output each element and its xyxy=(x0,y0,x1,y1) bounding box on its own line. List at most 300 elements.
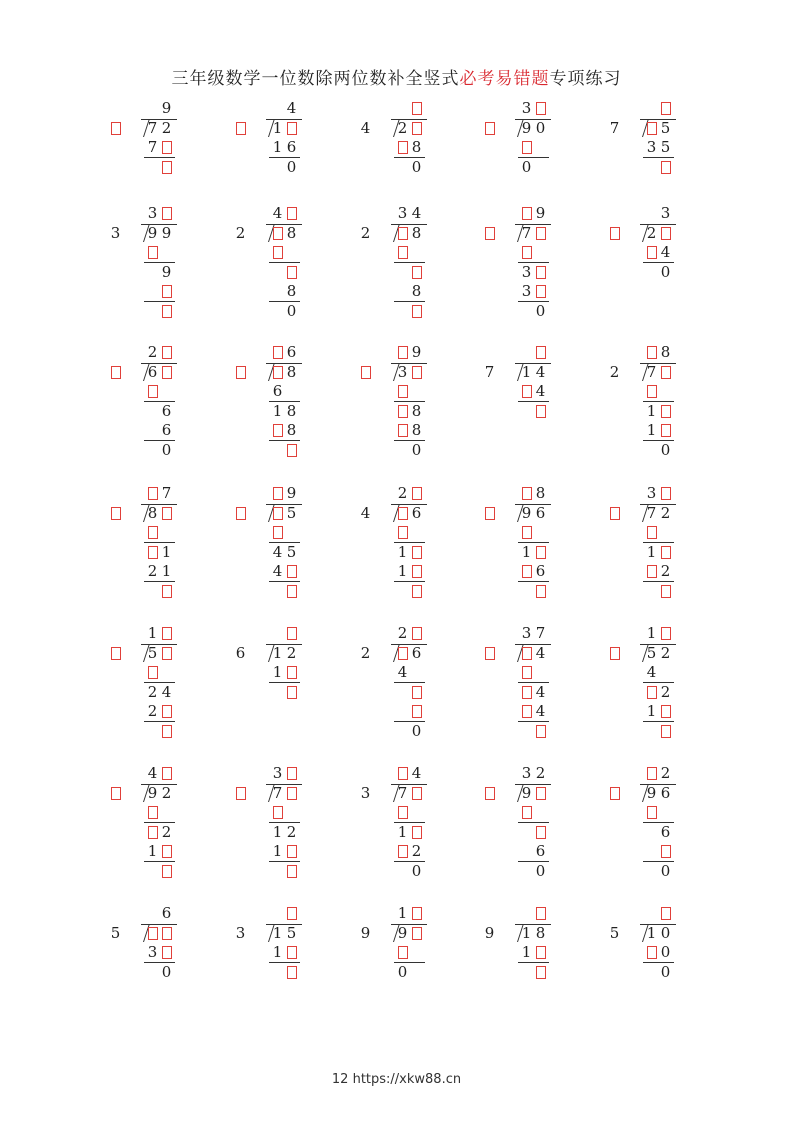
divisor[interactable] xyxy=(235,120,246,137)
dividend-digit[interactable] xyxy=(272,505,283,522)
work-digit: 6 xyxy=(161,421,172,439)
dividend-digit: 1 xyxy=(521,362,532,381)
work-digit[interactable] xyxy=(286,563,297,580)
work-digit: 4 xyxy=(272,562,283,580)
divisor: 2 xyxy=(360,643,371,662)
quotient-digit[interactable] xyxy=(161,765,172,782)
work-digit: 4 xyxy=(535,702,546,720)
dividend-digit: 5 xyxy=(286,923,297,942)
work-digit: 1 xyxy=(272,943,283,961)
dividend-digit: 7 xyxy=(646,503,657,522)
work-digit: 1 xyxy=(272,401,283,420)
work-digit: 1 xyxy=(646,542,657,561)
dividend-digit: 0 xyxy=(660,923,671,942)
dividend-digit: 9 xyxy=(521,118,532,137)
work-digit[interactable] xyxy=(660,422,671,439)
work-digit[interactable] xyxy=(535,944,546,961)
quotient-digit: 3 xyxy=(147,204,158,222)
work-digit: 2 xyxy=(411,842,422,860)
work-digit: 0 xyxy=(411,721,422,740)
dividend-digit: 9 xyxy=(397,923,408,942)
work-digit[interactable] xyxy=(535,824,546,841)
work-digit: 1 xyxy=(646,401,657,420)
work-digit[interactable] xyxy=(397,944,408,961)
quotient-digit: 8 xyxy=(535,484,546,502)
work-digit[interactable] xyxy=(646,563,657,580)
division-problem xyxy=(110,625,200,735)
dividend-digit[interactable] xyxy=(397,505,408,522)
division-problem xyxy=(110,343,200,459)
dividend-digit: 9 xyxy=(147,783,158,802)
work-digit[interactable] xyxy=(660,403,671,420)
dividend-digit: 4 xyxy=(535,643,546,662)
work-digit[interactable] xyxy=(535,964,546,981)
divisor: 9 xyxy=(360,923,371,942)
dividend-digit: 6 xyxy=(411,643,422,662)
work-digit[interactable] xyxy=(286,863,297,880)
work-digit: 8 xyxy=(286,421,297,439)
dividend-digit: 7 xyxy=(521,223,532,242)
dividend-digit: 1 xyxy=(272,118,283,137)
dividend-digit: 2 xyxy=(660,503,671,522)
work-digit[interactable] xyxy=(272,804,283,821)
work-digit[interactable] xyxy=(521,684,532,701)
work-digit[interactable] xyxy=(397,804,408,821)
quotient-digit: 9 xyxy=(286,484,297,502)
work-digit: 0 xyxy=(161,440,172,459)
divisor: 2 xyxy=(609,362,620,381)
work-digit[interactable] xyxy=(397,403,408,420)
quotient-digit: 7 xyxy=(161,484,172,502)
dividend-digit[interactable] xyxy=(660,225,671,242)
work-digit: 6 xyxy=(535,562,546,580)
quotient-digit[interactable] xyxy=(646,344,657,361)
divisor: 5 xyxy=(609,923,620,942)
quotient-digit[interactable] xyxy=(397,344,408,361)
dividend-digit: 5 xyxy=(660,118,671,137)
work-digit[interactable] xyxy=(646,944,657,961)
quotient-digit[interactable] xyxy=(272,485,283,502)
divisor[interactable] xyxy=(484,505,495,522)
quotient-digit: 2 xyxy=(535,764,546,782)
divisor: 7 xyxy=(484,362,495,381)
quotient-digit[interactable] xyxy=(286,625,297,642)
work-digit: 2 xyxy=(161,822,172,841)
dividend-digit[interactable] xyxy=(397,645,408,662)
dividend-digit: 1 xyxy=(272,923,283,942)
division-problem xyxy=(484,485,574,595)
dividend-digit: 2 xyxy=(286,643,297,662)
work-digit[interactable] xyxy=(535,264,546,281)
work-digit[interactable] xyxy=(521,383,532,400)
divisor[interactable] xyxy=(110,645,121,662)
quotient-digit[interactable] xyxy=(411,625,422,642)
dividend-digit: 5 xyxy=(646,643,657,662)
dividend-digit[interactable] xyxy=(286,785,297,802)
work-digit[interactable] xyxy=(286,684,297,701)
divisor[interactable] xyxy=(609,505,620,522)
work-digit[interactable] xyxy=(535,403,546,420)
work-digit: 0 xyxy=(397,962,408,981)
work-digit: 2 xyxy=(147,562,158,580)
dividend-digit[interactable] xyxy=(161,364,172,381)
dividend-digit: 8 xyxy=(286,362,297,381)
dividend-digit[interactable] xyxy=(411,120,422,137)
dividend-digit[interactable] xyxy=(535,785,546,802)
work-digit: 4 xyxy=(535,682,546,701)
work-digit[interactable] xyxy=(397,383,408,400)
work-digit: 9 xyxy=(161,262,172,281)
work-digit: 4 xyxy=(646,663,657,681)
division-problem xyxy=(235,625,325,735)
divisor[interactable] xyxy=(110,364,121,381)
work-digit[interactable] xyxy=(272,422,283,439)
divisor[interactable] xyxy=(484,785,495,802)
work-digit: 0 xyxy=(660,962,671,981)
work-digit[interactable] xyxy=(161,583,172,600)
work-digit[interactable] xyxy=(411,303,422,320)
division-problem xyxy=(360,343,450,459)
dividend-digit: 8 xyxy=(535,923,546,942)
work-digit[interactable] xyxy=(286,583,297,600)
dividend-digit[interactable] xyxy=(646,120,657,137)
quotient-digit[interactable] xyxy=(161,205,172,222)
dividend-digit: 7 xyxy=(397,783,408,802)
work-digit[interactable] xyxy=(161,843,172,860)
work-digit[interactable] xyxy=(147,244,158,261)
dividend-digit: 5 xyxy=(147,643,158,662)
division-problem xyxy=(609,485,699,595)
quotient-digit[interactable] xyxy=(660,100,671,117)
work-digit: 0 xyxy=(535,301,546,320)
work-digit[interactable] xyxy=(286,964,297,981)
work-digit: 6 xyxy=(286,138,297,156)
work-digit: 4 xyxy=(272,542,283,561)
work-digit[interactable] xyxy=(161,863,172,880)
quotient-digit[interactable] xyxy=(660,625,671,642)
quotient-digit[interactable] xyxy=(286,905,297,922)
work-digit[interactable] xyxy=(521,804,532,821)
dividend-digit: 8 xyxy=(286,223,297,242)
quotient-digit[interactable] xyxy=(535,905,546,922)
work-digit[interactable] xyxy=(411,824,422,841)
division-problem xyxy=(360,100,450,210)
quotient-digit: 4 xyxy=(272,204,283,222)
quotient-digit: 7 xyxy=(535,624,546,642)
division-problem xyxy=(360,624,450,740)
work-digit[interactable] xyxy=(286,264,297,281)
work-digit[interactable] xyxy=(646,684,657,701)
work-digit: 0 xyxy=(660,943,671,961)
dividend-digit[interactable] xyxy=(411,925,422,942)
division-problem xyxy=(235,905,325,1015)
dividend-digit: 1 xyxy=(521,923,532,942)
work-digit: 1 xyxy=(147,842,158,860)
work-digit[interactable] xyxy=(411,684,422,701)
work-digit: 0 xyxy=(660,440,671,459)
divisor: 6 xyxy=(235,643,246,662)
work-digit[interactable] xyxy=(521,524,532,541)
quotient-digit: 3 xyxy=(521,764,532,782)
division-problem xyxy=(484,764,574,880)
work-digit: 3 xyxy=(521,282,532,300)
dividend-digit: 9 xyxy=(646,783,657,802)
divisor: 3 xyxy=(110,223,121,242)
dividend-digit: 6 xyxy=(411,503,422,522)
dividend-digit[interactable] xyxy=(272,225,283,242)
quotient-digit[interactable] xyxy=(535,100,546,117)
work-digit: 4 xyxy=(660,243,671,261)
title-suffix: 专项练习 xyxy=(549,69,622,89)
work-digit[interactable] xyxy=(286,843,297,860)
divisor[interactable] xyxy=(484,645,495,662)
work-digit: 1 xyxy=(161,562,172,580)
work-digit: 2 xyxy=(147,702,158,720)
work-digit: 5 xyxy=(286,542,297,561)
work-digit[interactable] xyxy=(147,524,158,541)
title-highlight: 必考易错题 xyxy=(459,69,550,89)
work-digit: 1 xyxy=(272,138,283,156)
dividend-digit: 4 xyxy=(535,362,546,381)
quotient-digit[interactable] xyxy=(646,765,657,782)
dividend-digit: 6 xyxy=(660,783,671,802)
work-digit: 6 xyxy=(660,822,671,841)
quotient-digit: 3 xyxy=(646,484,657,502)
dividend-digit: 3 xyxy=(397,362,408,381)
divisor: 7 xyxy=(609,118,620,137)
quotient-digit[interactable] xyxy=(411,485,422,502)
dividend-digit[interactable] xyxy=(272,364,283,381)
work-digit[interactable] xyxy=(535,583,546,600)
dividend-digit: 6 xyxy=(535,503,546,522)
work-digit: 1 xyxy=(397,822,408,841)
dividend-digit[interactable] xyxy=(521,645,532,662)
work-digit[interactable] xyxy=(147,804,158,821)
division-problem xyxy=(110,100,200,210)
quotient-digit[interactable] xyxy=(411,905,422,922)
work-digit[interactable] xyxy=(286,664,297,681)
divisor[interactable] xyxy=(609,225,620,242)
quotient-digit[interactable] xyxy=(147,485,158,502)
dividend-digit[interactable] xyxy=(286,120,297,137)
work-digit[interactable] xyxy=(161,283,172,300)
quotient-digit: 1 xyxy=(397,904,408,922)
work-digit[interactable] xyxy=(411,264,422,281)
dividend-digit: 8 xyxy=(147,503,158,522)
quotient-digit[interactable] xyxy=(660,485,671,502)
work-digit: 0 xyxy=(521,157,532,176)
work-digit[interactable] xyxy=(535,723,546,740)
work-digit[interactable] xyxy=(272,244,283,261)
work-digit: 8 xyxy=(286,401,297,420)
work-digit[interactable] xyxy=(147,824,158,841)
divisor[interactable] xyxy=(110,785,121,802)
work-digit[interactable] xyxy=(660,583,671,600)
divisor[interactable] xyxy=(484,120,495,137)
work-digit[interactable] xyxy=(646,244,657,261)
dividend-digit: 5 xyxy=(286,503,297,522)
work-digit: 7 xyxy=(147,138,158,156)
quotient-digit: 3 xyxy=(397,204,408,222)
quotient-digit: 1 xyxy=(147,624,158,642)
work-digit[interactable] xyxy=(272,524,283,541)
work-digit[interactable] xyxy=(521,664,532,681)
work-digit: 0 xyxy=(161,962,172,981)
work-digit[interactable] xyxy=(397,524,408,541)
work-digit[interactable] xyxy=(660,544,671,561)
work-digit[interactable] xyxy=(660,703,671,720)
work-digit[interactable] xyxy=(411,703,422,720)
work-digit: 1 xyxy=(397,562,408,580)
work-digit[interactable] xyxy=(397,422,408,439)
work-digit[interactable] xyxy=(535,283,546,300)
work-digit: 0 xyxy=(535,861,546,880)
dividend-digit[interactable] xyxy=(161,925,172,942)
work-digit: 0 xyxy=(411,861,422,880)
work-digit[interactable] xyxy=(147,664,158,681)
quotient-digit[interactable] xyxy=(521,485,532,502)
dividend-digit: 2 xyxy=(646,223,657,242)
quotient-digit: 6 xyxy=(161,904,172,922)
work-digit[interactable] xyxy=(161,723,172,740)
quotient-digit: 2 xyxy=(147,343,158,361)
divisor: 2 xyxy=(235,223,246,242)
dividend-digit: 9 xyxy=(161,223,172,242)
quotient-digit: 4 xyxy=(286,99,297,117)
work-digit: 1 xyxy=(646,702,657,720)
quotient-digit[interactable] xyxy=(161,625,172,642)
work-digit[interactable] xyxy=(161,303,172,320)
work-digit[interactable] xyxy=(535,544,546,561)
work-digit: 6 xyxy=(535,842,546,860)
division-problem xyxy=(609,905,699,1015)
work-digit[interactable] xyxy=(646,804,657,821)
dividend-digit: 2 xyxy=(660,643,671,662)
quotient-digit[interactable] xyxy=(286,205,297,222)
divisor: 3 xyxy=(360,783,371,802)
work-digit[interactable] xyxy=(147,544,158,561)
work-digit[interactable] xyxy=(521,244,532,261)
quotient-digit[interactable] xyxy=(660,905,671,922)
division-problem xyxy=(484,905,574,1015)
quotient-digit[interactable] xyxy=(286,765,297,782)
work-digit: 3 xyxy=(147,943,158,961)
division-problem xyxy=(235,204,325,320)
divisor[interactable] xyxy=(235,785,246,802)
work-digit[interactable] xyxy=(161,703,172,720)
dividend-digit[interactable] xyxy=(397,225,408,242)
divisor: 9 xyxy=(484,923,495,942)
work-digit: 1 xyxy=(161,542,172,561)
quotient-digit[interactable] xyxy=(411,100,422,117)
work-digit[interactable] xyxy=(411,544,422,561)
work-digit[interactable] xyxy=(286,944,297,961)
quotient-digit[interactable] xyxy=(272,344,283,361)
divisor[interactable] xyxy=(609,785,620,802)
quotient-digit: 4 xyxy=(411,764,422,782)
work-digit[interactable] xyxy=(646,524,657,541)
dividend-digit[interactable] xyxy=(535,225,546,242)
work-digit: 3 xyxy=(521,262,532,281)
quotient-digit[interactable] xyxy=(535,344,546,361)
divisor[interactable] xyxy=(235,505,246,522)
work-digit[interactable] xyxy=(660,843,671,860)
work-digit[interactable] xyxy=(161,159,172,176)
divisor[interactable] xyxy=(609,645,620,662)
divisor[interactable] xyxy=(360,364,371,381)
dividend-digit: 1 xyxy=(272,643,283,662)
divisor: 2 xyxy=(360,223,371,242)
division-problem xyxy=(609,625,699,735)
work-digit: 8 xyxy=(286,282,297,300)
quotient-digit[interactable] xyxy=(397,765,408,782)
work-digit[interactable] xyxy=(397,843,408,860)
quotient-digit: 3 xyxy=(272,764,283,782)
dividend-digit[interactable] xyxy=(411,364,422,381)
work-digit: 3 xyxy=(646,138,657,156)
work-digit: 1 xyxy=(272,663,283,681)
dividend-digit: 7 xyxy=(147,118,158,137)
dividend-digit[interactable] xyxy=(147,925,158,942)
work-digit[interactable] xyxy=(521,563,532,580)
quotient-digit[interactable] xyxy=(521,205,532,222)
page-title xyxy=(0,64,793,89)
work-digit[interactable] xyxy=(161,944,172,961)
work-digit: 5 xyxy=(660,138,671,156)
quotient-digit: 8 xyxy=(660,343,671,361)
work-digit: 1 xyxy=(397,542,408,561)
division-problem xyxy=(110,905,200,1015)
dividend-digit: 1 xyxy=(646,923,657,942)
work-digit[interactable] xyxy=(521,703,532,720)
dividend-digit[interactable] xyxy=(161,505,172,522)
quotient-digit[interactable] xyxy=(161,344,172,361)
work-digit[interactable] xyxy=(411,583,422,600)
divisor[interactable] xyxy=(110,120,121,137)
work-digit[interactable] xyxy=(147,383,158,400)
division-problem xyxy=(360,205,450,315)
work-digit[interactable] xyxy=(646,383,657,400)
dividend-digit: 7 xyxy=(272,783,283,802)
quotient-digit: 2 xyxy=(660,764,671,782)
division-problem xyxy=(484,204,574,320)
division-problem xyxy=(484,344,574,454)
divisor[interactable] xyxy=(110,505,121,522)
work-digit[interactable] xyxy=(286,442,297,459)
work-digit: 0 xyxy=(411,440,422,459)
dividend-digit[interactable] xyxy=(660,364,671,381)
work-digit[interactable] xyxy=(521,139,532,156)
divisor: 4 xyxy=(360,503,371,522)
divisor[interactable] xyxy=(484,225,495,242)
division-problem xyxy=(609,100,699,210)
work-digit[interactable] xyxy=(397,244,408,261)
dividend-digit: 8 xyxy=(411,223,422,242)
dividend-digit[interactable] xyxy=(411,785,422,802)
work-digit[interactable] xyxy=(411,563,422,580)
work-digit[interactable] xyxy=(397,139,408,156)
division-problem xyxy=(110,205,200,315)
work-digit: 2 xyxy=(147,682,158,701)
work-digit[interactable] xyxy=(660,723,671,740)
division-problem xyxy=(110,485,200,595)
work-digit: 4 xyxy=(397,663,408,681)
divisor[interactable] xyxy=(235,364,246,381)
dividend-digit[interactable] xyxy=(161,645,172,662)
work-digit[interactable] xyxy=(660,159,671,176)
work-digit[interactable] xyxy=(161,139,172,156)
division-problem xyxy=(235,344,325,454)
